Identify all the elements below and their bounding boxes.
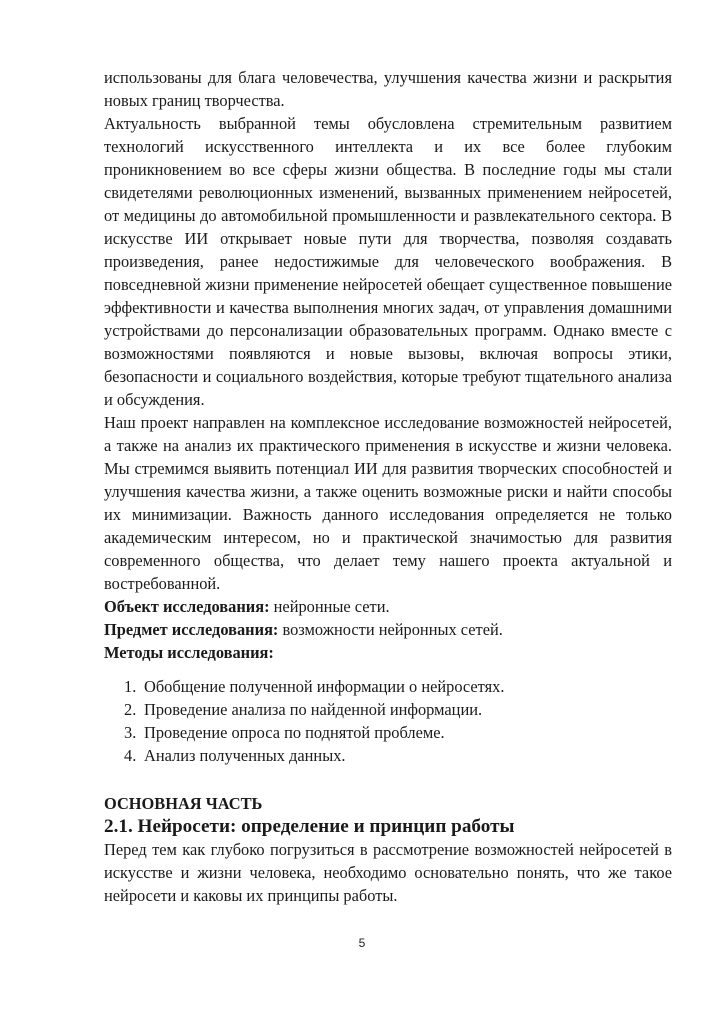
list-item-text: Проведение анализа по найденной информации. — [144, 700, 483, 719]
research-subject-value: возможности нейронных сетей. — [278, 620, 503, 639]
research-object-label: Объект исследования: — [104, 597, 270, 616]
list-item-number: 2. — [124, 700, 137, 719]
list-item-text: Анализ полученных данных. — [144, 746, 346, 765]
page-content — [104, 66, 672, 907]
research-object — [104, 595, 672, 618]
list-item — [124, 698, 672, 721]
list-item — [124, 721, 672, 744]
list-item — [124, 744, 672, 767]
research-object-value: нейронные сети. — [269, 597, 390, 616]
methods-list — [104, 675, 672, 767]
paragraph-relevance: Актуальность выбранной темы обусловлена стремительным развитием технологий искусственного интеллекта и их все более глубоким проникновением во все сферы жизни общества. В последние годы мы стали свидетелями революционных изменений, вызванных применением нейросетей, от медицины до автомобильной промышленности и развлекательного сектора. В искусстве ИИ открывает новые пути для творчества, позволяя создавать произведения, ранее недостижимые для человеческого воображения. В повседневной жизни применение нейросетей обещает существенное повышение эффективности и качества выполнения многих задач, от управления домашними устройствами до персонализации образовательных программ. Однако вместе с возможностями появляются и новые вызовы, включая вопросы этики, безопасности и социального воздействия, которые требуют тщательного анализа и обсуждения. — [104, 114, 672, 409]
list-item-number: 1. — [124, 677, 137, 696]
paragraph-project-goal: Наш проект направлен на комплексное исследование возможностей нейросетей, а также на анализ их практического применения в искусстве и жизни человека. Мы стремимся выявить потенциал ИИ для развития творческих способностей и улучшения качества жизни, а также оценить возможные риски и найти способы их минимизации. Важность данного исследования определяется не только академическим интересом, но и практической значимостью для развития современного общества, что делает тему нашего проекта актуальной и востребованной. — [104, 413, 672, 593]
research-methods-label: Методы исследования: — [104, 643, 274, 662]
main-part-heading: ОСНОВНАЯ ЧАСТЬ — [104, 794, 263, 813]
page-number: 5 — [358, 936, 366, 950]
list-item — [124, 675, 672, 698]
paragraph-intro-end: использованы для блага человечества, улучшения качества жизни и раскрытия новых границ творчества. — [104, 68, 672, 110]
list-item-number: 4. — [124, 746, 137, 765]
list-item-number: 3. — [124, 723, 137, 742]
section-paragraph: Перед тем как глубоко погрузиться в рассмотрение возможностей нейросетей в искусстве и жизни человека, необходимо основательно понять, что же такое нейросети и каковы их принципы работы. — [104, 840, 672, 905]
research-methods — [104, 641, 672, 664]
section-heading: 2.1. Нейросети: определение и принцип работы — [104, 816, 515, 837]
research-subject — [104, 618, 672, 641]
research-subject-label: Предмет исследования: — [104, 620, 279, 639]
list-item-text: Обобщение полученной информации о нейросетях. — [144, 677, 505, 696]
list-item-text: Проведение опроса по поднятой проблеме. — [144, 723, 445, 742]
